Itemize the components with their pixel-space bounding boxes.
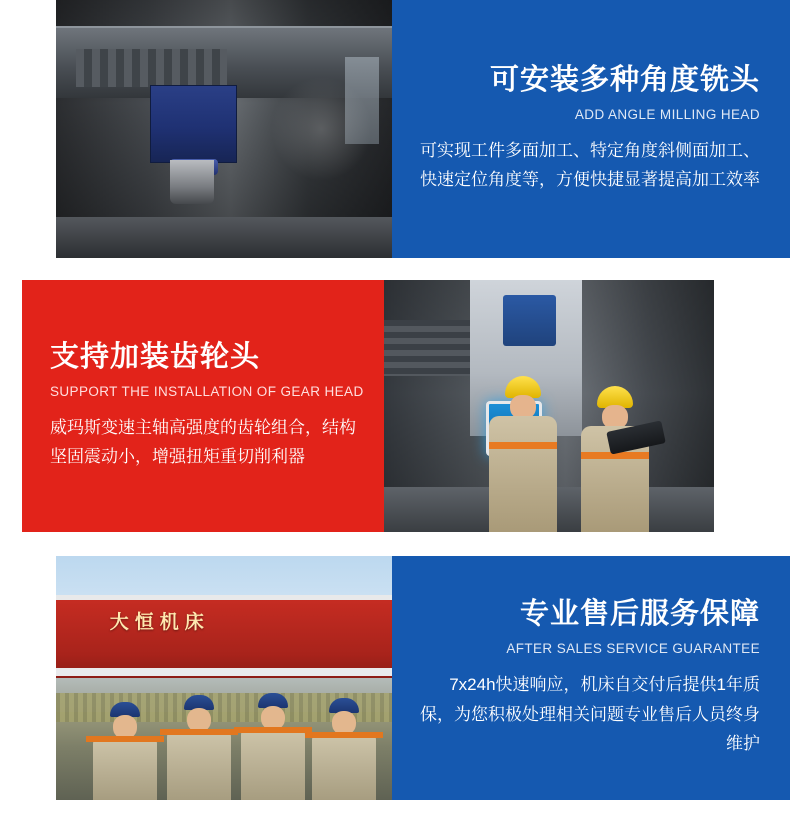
uniform-stripe: [86, 736, 164, 742]
reflective-stripe: [489, 442, 557, 449]
body-after-sales: 7x24h快速响应，机床自交付后提供1年质保，为您积极处理相关问题专业售后人员终身维护: [420, 674, 760, 754]
work-uniform: [312, 732, 376, 800]
factory-sign-text: 大恒机床: [109, 612, 210, 634]
work-uniform: [167, 729, 231, 800]
work-uniform: [241, 727, 305, 800]
body-angle-milling-head: 可实现工件多面加工、特定角度斜侧面加工、快速定位角度等，方便快捷显著提高加工效率: [420, 140, 760, 190]
spindle-nose: [170, 160, 214, 204]
service-member-2: [160, 695, 238, 800]
subheadline-gear-head: SUPPORT THE INSTALLATION OF GEAR HEAD: [50, 383, 364, 399]
photo-service-team: [56, 556, 392, 800]
service-member-3: [234, 693, 312, 800]
subheadline-after-sales: AFTER SALES SERVICE GUARANTEE: [506, 640, 760, 656]
work-uniform: [489, 416, 557, 532]
worker-left: [483, 376, 563, 532]
photo-gear-head-operators: [384, 280, 714, 532]
headline-after-sales: 专业售后服务保障: [519, 597, 760, 630]
subheadline-angle-milling-head: ADD ANGLE MILLING HEAD: [574, 106, 760, 122]
work-uniform: [93, 736, 157, 800]
body-gear-head: 威玛斯变速主轴高强度的齿轮组合，结构坚固震动小，增强扭矩重切削利器: [50, 417, 356, 467]
service-member-4: [305, 698, 383, 800]
uniform-stripe: [305, 732, 383, 738]
workshop-floor: [56, 217, 392, 258]
brand-logo-plate: [503, 295, 556, 345]
text-panel-angle-milling-head: [392, 0, 790, 258]
feature-row-gear-head: [0, 280, 790, 532]
feature-row-angle-milling-head: [0, 0, 790, 258]
uniform-stripe: [234, 727, 312, 733]
milling-head-unit: [150, 85, 237, 162]
text-panel-gear-head: [22, 280, 384, 532]
machine-rail: [384, 320, 476, 375]
text-panel-after-sales: [392, 556, 790, 800]
roof-edge: [56, 668, 392, 676]
light-glow: [271, 77, 372, 180]
photo-angle-milling-head: [56, 0, 392, 258]
feature-row-after-sales: [0, 556, 790, 800]
worker-right: [575, 386, 655, 532]
headline-angle-milling-head: 可安装多种角度铣头: [489, 63, 760, 96]
factory-building: [56, 595, 392, 678]
uniform-stripe: [160, 729, 238, 735]
service-member-1: [86, 702, 164, 800]
headline-gear-head: 支持加装齿轮头: [50, 340, 261, 373]
